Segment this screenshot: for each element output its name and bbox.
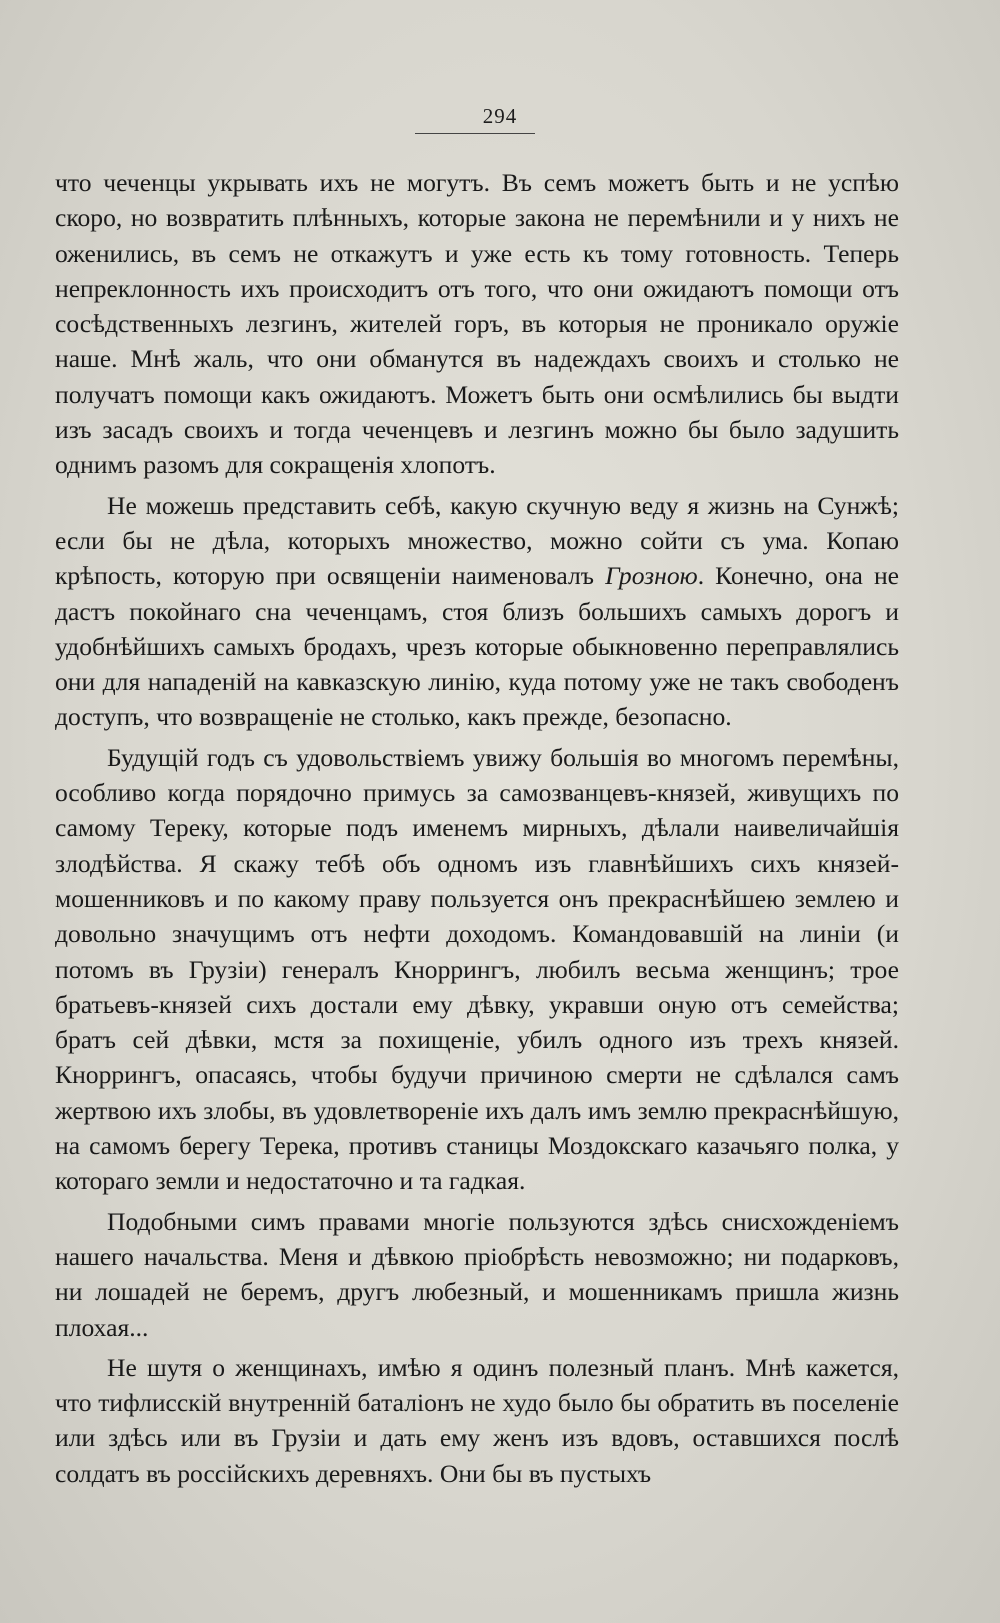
body-text bbox=[55, 165, 899, 1496]
text-run: Не шутя о женщинахъ, имѣю я одинъ полезный планъ. Мнѣ кажется, что тифлисскій внутренній баталіонъ не худо было бы обратить въ поселеніе или здѣсь или въ Грузіи и дать ему женъ изъ вдовъ, оставшихся послѣ солдатъ въ россійскихъ деревняхъ. Они бы въ пустыхъ bbox=[55, 1352, 899, 1488]
header-rule bbox=[415, 133, 535, 134]
paragraph bbox=[55, 488, 899, 735]
text-run: Не можешь представить себѣ, какую скучную веду я жизнь на Сунжѣ; если бы не дѣла, которыхъ множество, можно сойти съ ума. Копаю крѣпость, которую при освященіи наименовалъ bbox=[55, 490, 899, 591]
italic-text: Грозною bbox=[605, 561, 698, 591]
text-run: Подобными симъ правами многіе пользуются здѣсь снисхожденіемъ нашего начальства. Меня и дѣвкою пріобрѣсть невозможно; ни подарковъ, ни лошадей не беремъ, другъ любезный, и мошенникамъ пришла жизнь плохая... bbox=[55, 1206, 899, 1342]
text-run: Будущій годъ съ удовольствіемъ увижу большія во многомъ перемѣны, особливо когда порядочно примусь за самозванцевъ-князей, живущихъ по самому Тереку, которые подъ именемъ мирныхъ, дѣлали наивеличайшія злодѣйства. Я скажу тебѣ объ одномъ изъ главнѣйшихъ сихъ князей-мошенниковъ и по какому праву пользуется онъ прекраснѣйшею землею и довольно значущимъ отъ нефти доходомъ. Командовавшій на линіи (и потомъ въ Грузіи) генералъ Кноррингъ, любилъ весьма женщинъ; трое братьевъ-князей сихъ достали ему дѣвку, укравши оную отъ семейства; братъ сей дѣвки, мстя за похищеніе, убилъ одного изъ трехъ князей. Кноррингъ, опасаясь, чтобы будучи причиною смерти не сдѣлался самъ жертвою ихъ злобы, въ удовлетвореніе ихъ далъ имъ землю прекраснѣйшую, на самомъ берегу Терека, противъ станицы Моздокскаго казачьяго полка, у котораго земли и недостаточно и та гадкая. bbox=[55, 742, 899, 1196]
paragraph bbox=[55, 740, 899, 1199]
page-number: 294 bbox=[482, 104, 518, 128]
paragraph bbox=[55, 1350, 899, 1491]
paragraph bbox=[55, 1204, 899, 1345]
text-run: что чеченцы укрывать ихъ не могутъ. Въ семъ можетъ быть и не успѣю скоро, но возвратить плѣнныхъ, которые закона не перемѣнили и у нихъ не оженились, въ семъ не откажутъ и уже есть къ тому готовность. Теперь непреклонность ихъ происходитъ отъ того, что они ожидаютъ помощи отъ сосѣдственныхъ лезгинъ, жителей горъ, въ которыя не проникало оружіе наше. Мнѣ жаль, что они обманутся въ надеждахъ своихъ и столько не получатъ помощи какъ ожидаютъ. Можетъ быть они осмѣлились бы выдти изъ засадъ своихъ и тогда чеченцевъ и лезгинъ можно бы было задушить однимъ разомъ для сокращенія хлопотъ. bbox=[55, 168, 899, 480]
text-run: . Конечно, она не дастъ покойнаго сна чеченцамъ, стоя близъ большихъ самыхъ дорогъ и удобнѣйшихъ самыхъ бродахъ, чрезъ которые обыкновенно переправлялись они для нападеній на кавказскую линію, куда потому уже не такъ свободенъ доступъ, что возвращеніе не столько, какъ прежде, безопасно. bbox=[55, 561, 899, 732]
paragraph bbox=[55, 165, 899, 483]
